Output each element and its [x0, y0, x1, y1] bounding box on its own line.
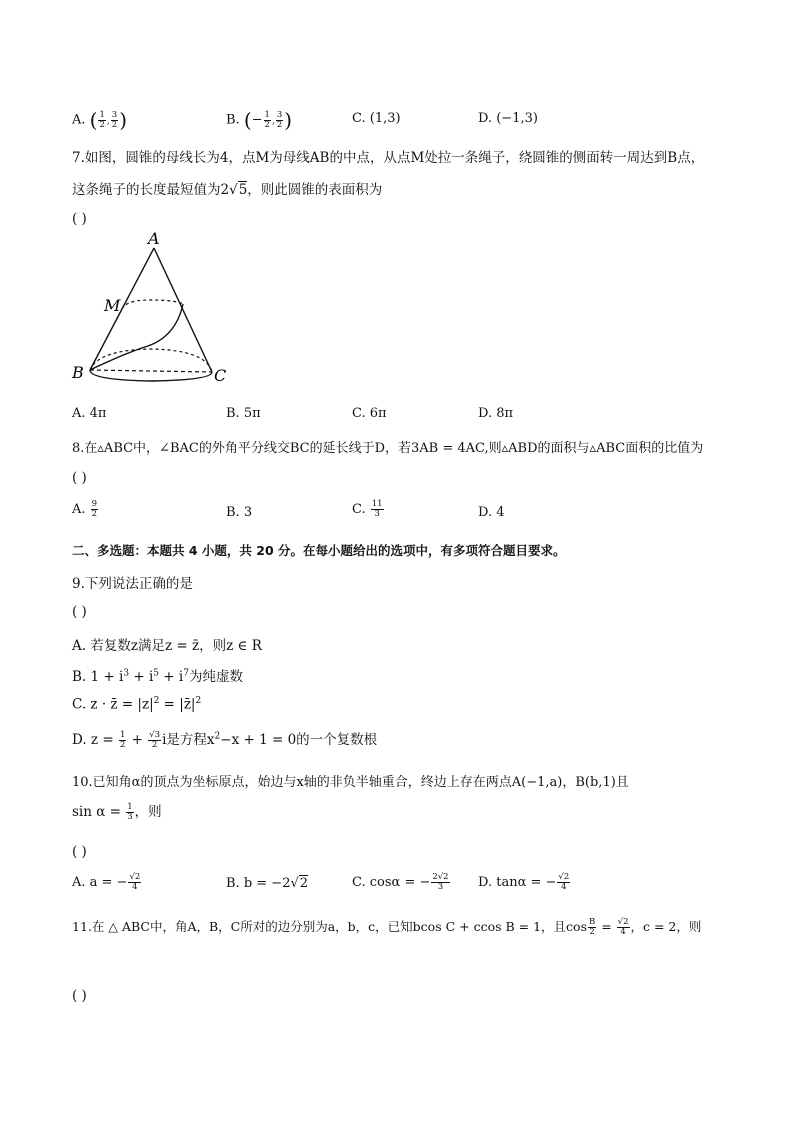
q7-option-b: B. 5π: [226, 406, 261, 421]
q7-option-a: A. 4π: [72, 406, 107, 421]
text-segment: ，则: [134, 804, 162, 820]
paren-open: (: [89, 108, 98, 132]
q11-stem: [72, 917, 701, 937]
separator: ,: [271, 116, 275, 127]
fraction: [264, 111, 271, 130]
fraction: [119, 731, 126, 750]
fraction: [431, 873, 449, 892]
sqrt-radicand: 2: [299, 876, 309, 891]
numerator: 9: [91, 499, 98, 509]
text-segment: =: [597, 919, 616, 934]
sqrt-symbol: √: [229, 182, 238, 198]
exponent: 2: [195, 696, 202, 706]
denominator: 3: [127, 812, 133, 822]
text-segment: i是方程x: [162, 732, 215, 748]
option-label: C.: [352, 502, 366, 517]
numerator: √2: [558, 872, 570, 882]
sqrt-symbol: √: [290, 876, 299, 891]
exponent: 3: [123, 668, 130, 679]
sqrt-radicand: 5: [238, 182, 248, 198]
label-a: A: [148, 229, 160, 248]
section-heading: 二、多选题：本题共 4 小题，共 20 分。在每小题给出的选项中，有多项符合题目要求。: [72, 543, 566, 558]
q7-stem-line1: 7.如图，圆锥的母线长为4，点M为母线AB的中点，从点M处拉一条绳子，绕圆锥的侧面转一周达到B点，: [72, 150, 705, 166]
q10-stem-line2: [72, 800, 162, 822]
text-segment: 为纯虚数: [188, 669, 243, 685]
text-segment: A. a = −: [72, 875, 128, 890]
fraction: [128, 873, 141, 892]
q11-answer-paren: ( ): [72, 988, 87, 1004]
cone-figure: [68, 228, 238, 388]
text-segment: C. cosα = −: [352, 875, 431, 890]
text-segment: = |z̄|: [159, 696, 196, 713]
text-segment: D. z =: [72, 732, 118, 748]
denominator: 2: [119, 740, 126, 750]
label-b: B: [72, 363, 84, 382]
denominator: 2: [111, 119, 118, 130]
q8-option-c: [352, 500, 385, 519]
q7-option-c: C. 6π: [352, 406, 387, 421]
q9-answer-paren: ( ): [72, 604, 87, 620]
option-label: B.: [226, 112, 240, 128]
denominator: 4: [561, 882, 567, 892]
base-back-arc: [90, 349, 212, 372]
numerator: √2: [617, 917, 629, 927]
fraction: [588, 918, 596, 937]
minus-sign: −: [251, 112, 263, 128]
text-segment: B. 1 + i: [72, 669, 124, 685]
numerator: 2√2: [432, 872, 449, 882]
q7-option-d: D. 8π: [478, 406, 514, 421]
text-segment: ，则此圆锥的表面积为: [247, 182, 383, 198]
q7-stem-line2: [72, 178, 382, 198]
numerator: √2: [129, 872, 141, 882]
exponent: 2: [153, 696, 160, 706]
q10-option-b: [226, 876, 308, 891]
numerator: 1: [119, 730, 126, 740]
q9-stem: 9.下列说法正确的是: [72, 576, 193, 592]
base-front-arc: [90, 370, 212, 381]
fraction: [91, 500, 98, 519]
text-segment: 11.在 △ ABC中，角A，B，C所对的边分别为a，b，c，已知bcos C + ccos B = 1，且cos: [72, 919, 587, 934]
text-segment: ，c = 2，则: [630, 919, 702, 934]
denominator: 2: [264, 119, 270, 130]
fraction: [617, 918, 630, 937]
exponent: 7: [183, 668, 189, 679]
q6-option-c: C. (1,3): [352, 111, 401, 126]
numerator: B: [589, 917, 596, 927]
base-diameter: [90, 370, 212, 372]
denominator: 2: [276, 119, 283, 130]
q10-answer-paren: ( ): [72, 844, 87, 860]
q10-option-d: [478, 873, 571, 892]
paren-close: ): [284, 108, 293, 132]
q8-option-d: D. 4: [478, 505, 505, 520]
fraction: [111, 111, 118, 130]
text-segment: −x + 1 = 0的一个复数根: [220, 732, 378, 748]
q6-option-d: D. (−1,3): [478, 111, 538, 126]
mid-circle-arc: [122, 300, 183, 309]
numerator: 3: [276, 109, 283, 120]
numerator: 3: [111, 109, 118, 120]
exponent: 5: [153, 668, 159, 679]
cone-edge-ac: [154, 248, 212, 372]
q9-option-c: [72, 696, 201, 713]
fraction: [148, 731, 161, 750]
paren-close: ): [119, 108, 128, 132]
denominator: 2: [589, 927, 595, 937]
denominator: 2: [99, 119, 105, 130]
q8-answer-paren: ( ): [72, 470, 87, 486]
denominator: 2: [151, 740, 158, 750]
denominator: 4: [620, 927, 626, 937]
text-segment: +: [127, 732, 148, 748]
text-segment: B. b = −2: [226, 876, 291, 891]
label-c: C: [214, 366, 227, 385]
fraction: [371, 500, 384, 519]
text-segment: + i: [129, 669, 154, 685]
denominator: 2: [91, 509, 98, 519]
paren-open: (: [243, 108, 252, 132]
exponent: 2: [214, 731, 221, 742]
q6-option-a: [72, 108, 127, 132]
option-label: A.: [72, 112, 86, 128]
text-segment: C. z · z̄ = |z|: [72, 696, 154, 713]
text-segment: + i: [159, 669, 184, 685]
denominator: 3: [374, 509, 380, 519]
label-m: M: [104, 296, 121, 315]
numerator: √3: [149, 730, 161, 740]
denominator: 3: [437, 882, 444, 892]
q10-option-c: [352, 873, 451, 892]
q10-stem-line1: 10.已知角α的顶点为坐标原点，始边与x轴的非负半轴重合，终边上存在两点A(−1,a)，B(b,1)且: [72, 775, 629, 790]
fraction: [276, 111, 283, 130]
fraction: [98, 111, 105, 130]
numerator: 1: [99, 109, 105, 120]
separator: ,: [106, 116, 110, 127]
option-label: A.: [72, 502, 86, 517]
numerator: 11: [371, 499, 383, 509]
numerator: 1: [264, 109, 270, 120]
q8-option-b: B. 3: [226, 505, 253, 520]
text-segment: sin α =: [72, 804, 126, 820]
fraction: [126, 803, 133, 822]
q9-option-d: [72, 728, 377, 750]
text-segment: 这条绳子的长度最短值为2: [72, 182, 230, 198]
q8-option-a: [72, 500, 99, 519]
q9-option-a: A. 若复数z满足z = z̄，则z ∈ R: [72, 638, 262, 654]
fraction: [557, 873, 570, 892]
q8-stem: 8.在▵ABC中，∠BAC的外角平分线交BC的延长线于D，若3AB = 4AC,则▵ABD的面积与▵ABC面积的比值为: [72, 441, 704, 456]
q9-option-b: [72, 665, 243, 685]
q6-option-b: [226, 108, 292, 132]
q10-option-a: [72, 873, 142, 892]
numerator: 1: [127, 802, 133, 812]
q7-answer-paren: ( ): [72, 211, 87, 227]
text-segment: D. tanα = −: [478, 875, 557, 890]
denominator: 4: [132, 882, 138, 892]
